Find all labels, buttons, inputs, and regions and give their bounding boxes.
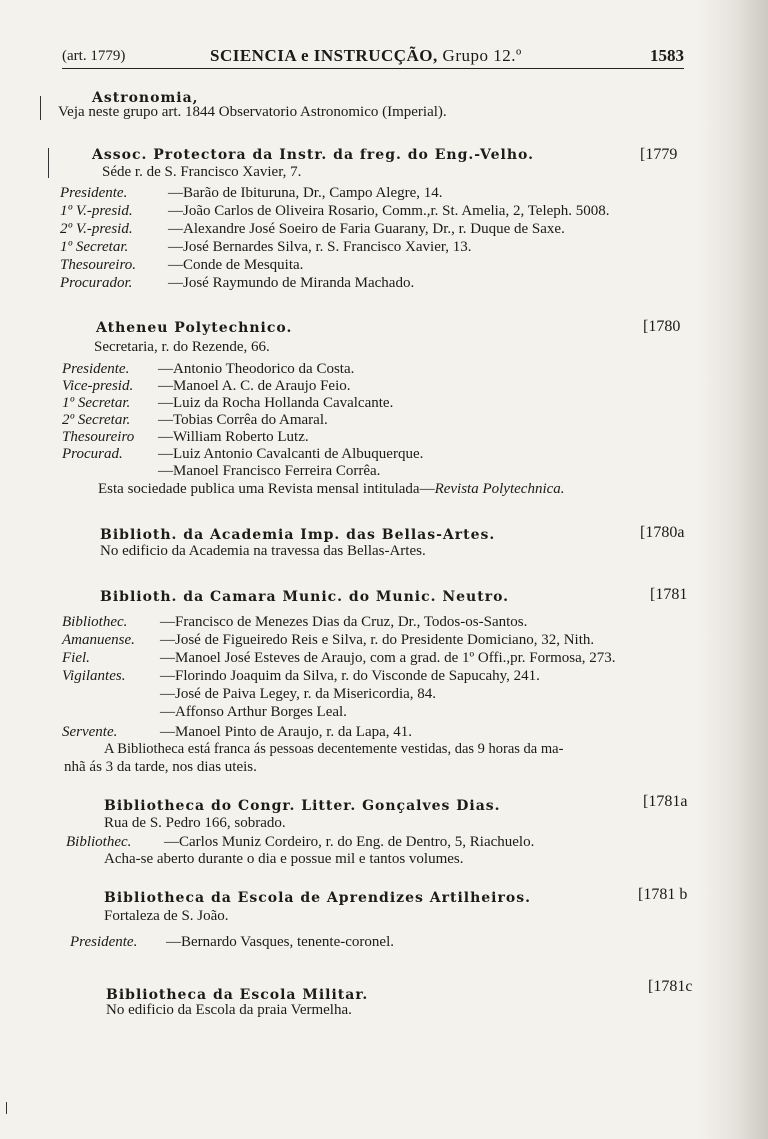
member-entry: —Bernardo Vasques, tenente-coronel.	[166, 934, 394, 950]
role-label: Vice-presid.	[62, 378, 134, 394]
assoc-row	[60, 257, 303, 274]
role-label: Fiel.	[62, 650, 90, 666]
assoc-row	[60, 221, 565, 238]
role-label: Procurad.	[62, 446, 123, 462]
member-entry: —José Raymundo de Miranda Machado.	[168, 275, 415, 291]
role-label: Presidente.	[60, 185, 128, 201]
role-label: 1º Secretar.	[60, 239, 129, 255]
member-entry: —Luiz da Rocha Hollanda Cavalcante.	[158, 395, 394, 411]
running-title-text: SCIENCIA e INSTRUCÇÃO,	[210, 46, 438, 65]
member-entry: —José de Figueiredo Reis e Silva, r. do Presidente Domiciano, 32, Nith.	[160, 632, 595, 648]
member-entry: —Manoel José Esteves de Araujo, com a grad. de 1º Offi.,pr. Formosa, 273.	[160, 650, 616, 666]
camara-note-line-1: A Bibliotheca está franca ás pessoas decentemente vestidas, das 9 horas da ma-	[104, 741, 564, 757]
atheneu-row	[62, 395, 393, 412]
section-title-goncalves-dias: Bibliotheca do Congr. Litter. Gonçalves Dias.	[104, 798, 501, 814]
goncalves-row	[66, 834, 534, 851]
article-number-1780a: [1780a	[640, 524, 685, 541]
header-rule	[62, 68, 684, 69]
member-entry: —Manoel A. C. de Araujo Feio.	[158, 378, 351, 394]
margin-mark	[48, 148, 49, 178]
member-entry: —José Bernardes Silva, r. S. Francisco Xavier, 13.	[168, 239, 472, 255]
role-label: Vigilantes.	[62, 668, 126, 684]
page-header	[62, 44, 684, 68]
assoc-row	[60, 203, 610, 220]
role-label: Servente.	[62, 724, 118, 740]
member-entry: —Conde de Mesquita.	[168, 257, 304, 273]
section-title-escola-militar: Bibliotheca da Escola Militar.	[106, 987, 369, 1003]
role-label: 1º V.-presid.	[60, 203, 133, 219]
running-title	[210, 46, 522, 66]
member-entry: —Antonio Theodorico da Costa.	[158, 361, 355, 377]
atheneu-note-text: Esta sociedade publica uma Revista mensal intitulada—	[98, 481, 435, 497]
member-entry: —William Roberto Lutz.	[158, 429, 309, 445]
member-entry: —Francisco de Menezes Dias da Cruz, Dr., Todos-os-Santos.	[160, 614, 528, 630]
member-entry: —Alexandre José Soeiro de Faria Guarany, Dr., r. Duque de Saxe.	[168, 221, 565, 237]
goncalves-note: Acha-se aberto durante o dia e possue mil e tantos volumes.	[104, 851, 464, 867]
section-title-assoc: Assoc. Protectora da Instr. da freg. do Eng.-Velho.	[92, 147, 534, 163]
aprendizes-sede: Fortaleza de S. João.	[104, 908, 229, 924]
section-title-atheneu: Atheneu Polytechnico.	[96, 320, 293, 336]
member-entry: —Barão de Ibituruna, Dr., Campo Alegre, 14.	[168, 185, 443, 201]
margin-mark	[40, 96, 41, 120]
escola-militar-text: No edificio da Escola da praia Vermelha.	[106, 1002, 352, 1018]
role-label: Thesoureiro.	[60, 257, 136, 273]
atheneu-row	[62, 446, 423, 463]
member-entry: —Carlos Muniz Cordeiro, r. do Eng. de Dentro, 5, Riachuelo.	[164, 834, 535, 850]
camara-row	[62, 632, 594, 649]
journal-title: Revista Polytechnica.	[434, 481, 565, 497]
article-number-1779: [1779	[640, 146, 678, 163]
role-label: Amanuense.	[62, 632, 135, 648]
camara-row	[62, 686, 436, 703]
camara-row	[62, 704, 347, 721]
role-label: Procurador.	[60, 275, 133, 291]
role-label: 2º V.-presid.	[60, 221, 133, 237]
member-entry: —José de Paiva Legey, r. da Misericordia, 84.	[160, 686, 437, 702]
member-entry: —Florindo Joaquim da Silva, r. do Visconde de Sapucahy, 241.	[160, 668, 540, 684]
role-label: Presidente.	[70, 934, 138, 950]
member-entry: —Affonso Arthur Borges Leal.	[160, 704, 347, 720]
atheneu-row	[62, 429, 309, 446]
member-entry: —Tobias Corrêa do Amaral.	[158, 412, 328, 428]
aprendizes-row	[70, 934, 394, 951]
astronomia-text: Veja neste grupo art. 1844 Observatorio Astronomico (Imperial).	[58, 104, 447, 120]
atheneu-row	[62, 361, 354, 378]
article-number-1781: [1781	[650, 586, 688, 603]
assoc-row	[60, 275, 414, 292]
atheneu-row	[62, 412, 328, 429]
section-title-astronomia: Astronomia,	[92, 90, 199, 106]
article-number-1781b: [1781 b	[638, 886, 688, 903]
atheneu-row	[62, 463, 380, 480]
page-number: 1583	[650, 46, 684, 65]
atheneu-note	[98, 481, 565, 498]
assoc-row	[60, 239, 472, 256]
article-number-1781a: [1781a	[643, 793, 688, 810]
member-entry: —Manoel Pinto de Araujo, r. da Lapa, 41.	[160, 724, 413, 740]
camara-note-line-2: nhã ás 3 da tarde, nos dias uteis.	[64, 759, 257, 775]
article-range: (art. 1779)	[62, 48, 126, 64]
camara-row	[62, 614, 527, 631]
atheneu-sede: Secretaria, r. do Rezende, 66.	[94, 339, 270, 355]
section-title-aprendizes: Bibliotheca da Escola de Aprendizes Artilheiros.	[104, 890, 531, 906]
member-entry: —Manoel Francisco Ferreira Corrêa.	[158, 463, 381, 479]
assoc-row	[60, 185, 443, 202]
member-entry: —Luiz Antonio Cavalcanti de Albuquerque.	[158, 446, 424, 462]
assoc-sede: Séde r. de S. Francisco Xavier, 7.	[102, 164, 302, 180]
camara-row	[62, 724, 412, 741]
margin-mark	[6, 1102, 7, 1114]
article-number-1781c: [1781c	[648, 978, 693, 995]
page-edge-shadow	[698, 0, 768, 1139]
belas-artes-text: No edificio da Academia na travessa das Bellas-Artes.	[100, 543, 426, 559]
camara-row	[62, 668, 540, 685]
member-entry: —João Carlos de Oliveira Rosario, Comm.,r. St. Amelia, 2, Teleph. 5008.	[168, 203, 610, 219]
camara-row	[62, 650, 616, 667]
role-label: 1º Secretar.	[62, 395, 131, 411]
role-label: Thesoureiro	[62, 429, 135, 445]
section-title-belas-artes: Biblioth. da Academia Imp. das Bellas-Artes.	[100, 527, 496, 543]
article-number-1780: [1780	[643, 318, 681, 335]
section-title-camara: Biblioth. da Camara Munic. do Munic. Neutro.	[100, 589, 510, 605]
role-label: Presidente.	[62, 361, 130, 377]
role-label: Bibliothec.	[62, 614, 128, 630]
goncalves-sede: Rua de S. Pedro 166, sobrado.	[104, 815, 286, 831]
role-label: 2º Secretar.	[62, 412, 131, 428]
atheneu-row	[62, 378, 350, 395]
group-label: Grupo 12.º	[442, 46, 522, 65]
role-label: Bibliothec.	[66, 834, 132, 850]
